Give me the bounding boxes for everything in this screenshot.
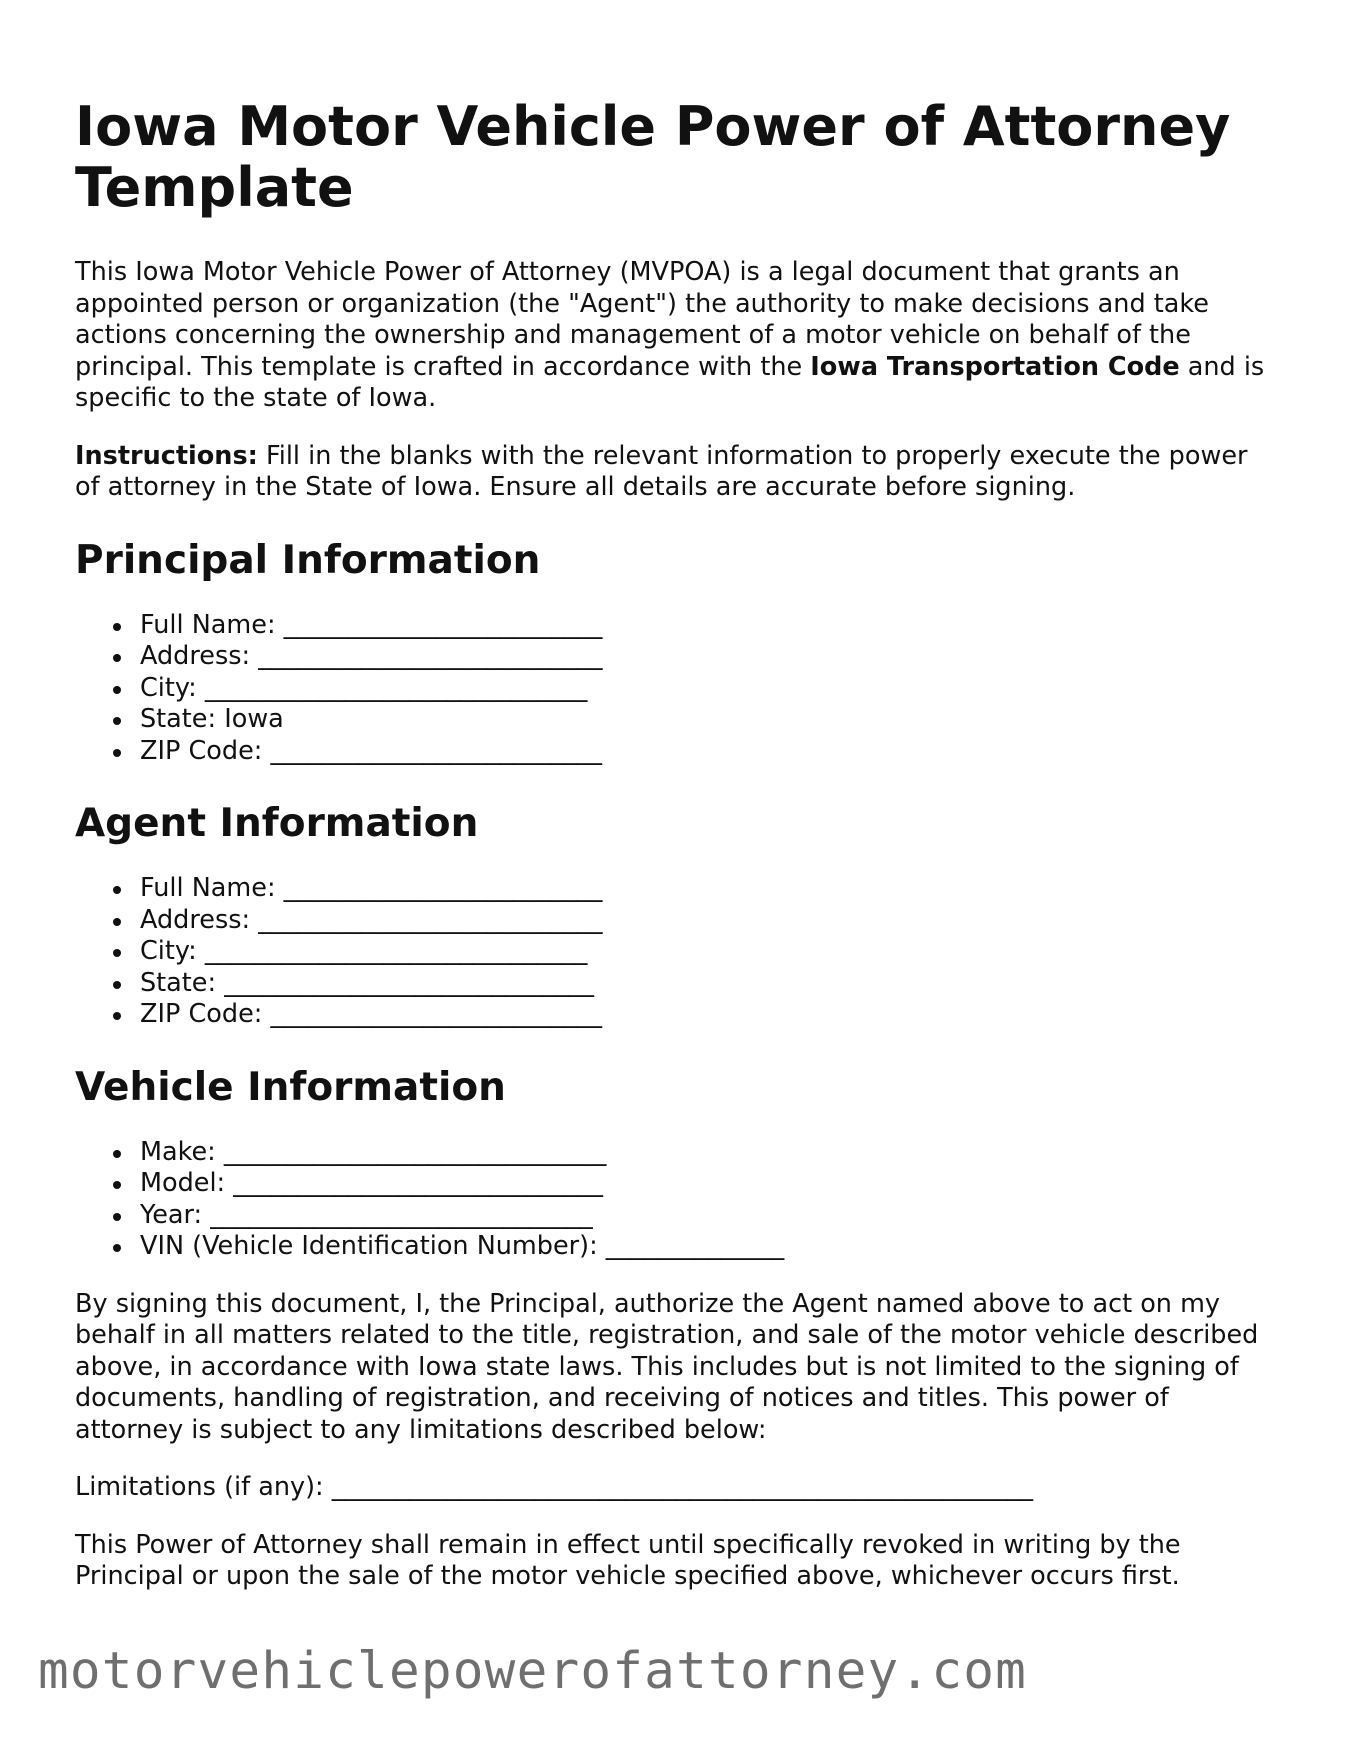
- limitations-field[interactable]: Limitations (if any): _______________________________________________________: [75, 1472, 1033, 1502]
- vehicle-model-field[interactable]: Model: _____________________________: [140, 1168, 1275, 1200]
- agent-zip-field[interactable]: ZIP Code: __________________________: [140, 999, 1275, 1031]
- principal-fields: [75, 610, 1275, 768]
- document-title: Iowa Motor Vehicle Power of Attorney Template: [75, 95, 1231, 219]
- agent-city-field[interactable]: City: ______________________________: [140, 936, 1275, 968]
- principal-heading: Principal Information: [75, 537, 541, 583]
- authorization-paragraph: By signing this document, I, the Principal, authorize the Agent named above to act on my behalf in all matters related to the title, registration, and sale of the motor vehicle described above, in accordance with Iowa state laws. This includes but is not limited to the signing of documents, handling of registration, and receiving of notices and titles. This power of attorney is subject to any limitations described below:: [75, 1288, 1259, 1445]
- instructions-label: Instructions:: [75, 440, 258, 471]
- vehicle-fields: [75, 1137, 1275, 1263]
- vehicle-make-field[interactable]: Make: ______________________________: [140, 1137, 1275, 1169]
- agent-heading: Agent Information: [75, 801, 479, 846]
- agent-full-name-field[interactable]: Full Name: _________________________: [140, 873, 1275, 905]
- instructions-paragraph: [75, 441, 1275, 504]
- intro-text-2: and is specific to the state of Iowa.: [75, 351, 1265, 413]
- vehicle-vin-field[interactable]: VIN (Vehicle Identification Number): ______________: [140, 1231, 1275, 1263]
- agent-state-field[interactable]: State: _____________________________: [140, 968, 1275, 1000]
- document-page: [75, 96, 1275, 1619]
- instructions-text: Fill in the blanks with the relevant information to properly execute the power of attorney in the State of Iowa. Ensure all details are accurate before signing.: [75, 440, 1248, 502]
- intro-bold-code: Iowa Transportation Code: [810, 351, 1180, 382]
- principal-zip-field[interactable]: ZIP Code: __________________________: [140, 736, 1275, 768]
- principal-state-field: State: Iowa: [140, 704, 1275, 736]
- intro-paragraph: [75, 257, 1275, 415]
- principal-address-field[interactable]: Address: ___________________________: [140, 641, 1275, 673]
- intro-text-1: This Iowa Motor Vehicle Power of Attorney (MVPOA) is a legal document that grants an appointed person or organization (the "Agent") the authority to make decisions and take actions concerning the ownership and management of a motor vehicle on behalf of the principal. This template is crafted in accordance with the: [75, 257, 1209, 382]
- agent-fields: [75, 873, 1275, 1031]
- duration-paragraph: This Power of Attorney shall remain in effect until specifically revoked in writing by the Principal or upon the sale of the motor vehicle specified above, whichever occurs first.: [75, 1529, 1181, 1591]
- vehicle-year-field[interactable]: Year: ______________________________: [140, 1200, 1275, 1232]
- agent-address-field[interactable]: Address: ___________________________: [140, 905, 1275, 937]
- principal-city-field[interactable]: City: ______________________________: [140, 673, 1275, 705]
- site-watermark: motorvehiclepowerofattorney.com: [38, 1642, 1028, 1701]
- vehicle-heading: Vehicle Information: [75, 1064, 506, 1110]
- principal-full-name-field[interactable]: Full Name: _________________________: [140, 610, 1275, 642]
